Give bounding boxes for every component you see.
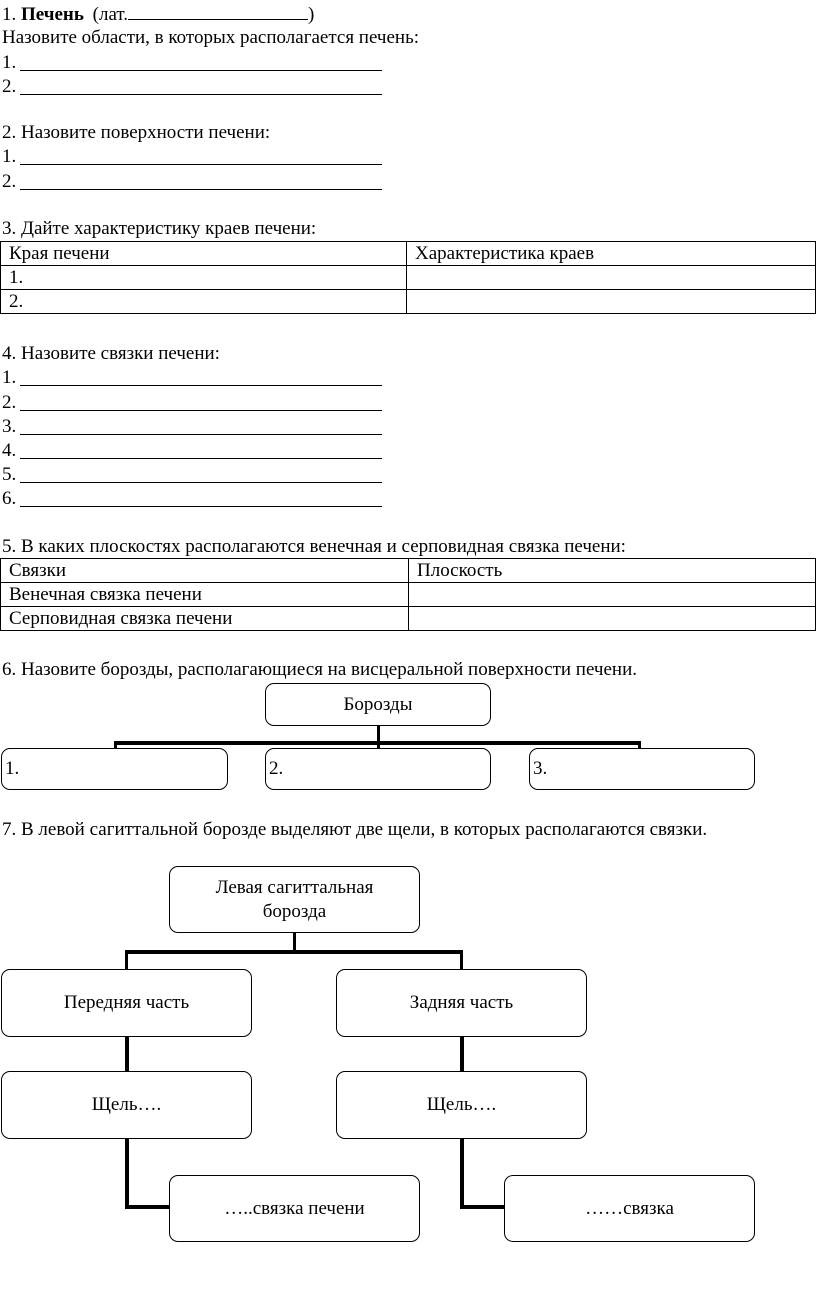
q4-answer-line-5[interactable]	[20, 464, 382, 483]
connector-line	[125, 950, 463, 954]
q1-title: Печень	[21, 4, 84, 25]
ligament-left-label: …..связка печени	[224, 1197, 365, 1219]
q4-answer-line-2[interactable]	[20, 392, 382, 411]
table-header-row	[1, 559, 816, 583]
connector-line	[460, 1138, 464, 1208]
connector-line	[293, 932, 296, 952]
q3-table	[0, 241, 816, 314]
q3-prompt: 3. Дайте характеристику краев печени:	[2, 218, 317, 239]
connector-line	[125, 1138, 129, 1208]
connector-line	[377, 741, 380, 748]
left-sagittal-groove-line-1: Левая сагиттальная	[215, 876, 374, 898]
q6-prompt: 6. Назовите борозды, располагающиеся на висцеральной поверхности печени.	[2, 659, 637, 680]
table-header-cell: Плоскость	[409, 559, 816, 583]
q5-prompt: 5. В каких плоскостях располагаются венечная и серповидная связка печени:	[2, 536, 626, 557]
table-cell: Венечная связка печени	[1, 583, 409, 607]
q1-number: 1.	[2, 4, 17, 25]
connector-line	[638, 741, 641, 748]
connector-line	[460, 950, 463, 970]
q4-item-2-label: 2.	[2, 392, 17, 413]
q4-answer-line-3[interactable]	[20, 416, 382, 435]
groove-answer-label-2: 2.	[269, 758, 284, 779]
groove-answer-label-3: 3.	[533, 758, 548, 779]
q1-answer-line-2[interactable]	[20, 76, 382, 95]
q1-prompt: Назовите области, в которых располагается печень:	[2, 27, 420, 48]
q4-answer-line-1[interactable]	[20, 367, 382, 386]
q4-answer-line-4[interactable]	[20, 440, 382, 459]
back-part-label: Задняя часть	[409, 992, 514, 1013]
table-answer-cell[interactable]	[407, 290, 816, 314]
q4-prompt: 4. Назовите связки печени:	[2, 343, 220, 364]
connector-line	[460, 1205, 504, 1209]
connector-line	[125, 950, 128, 970]
q1-lat-label: (лат.	[92, 4, 129, 25]
q4-item-1-label: 1.	[2, 367, 17, 388]
q4-item-4-label: 4.	[2, 440, 17, 461]
q2-prompt: 2. Назовите поверхности печени:	[2, 122, 271, 143]
front-part-label: Передняя часть	[63, 992, 190, 1013]
groove-answer-box-3[interactable]	[529, 748, 755, 790]
ligament-right-label: ……связка	[585, 1197, 674, 1219]
table-row	[1, 607, 816, 631]
ligament-left-box[interactable]	[169, 1175, 420, 1242]
groove-answer-label-1: 1.	[5, 758, 20, 779]
grooves-root-label: Борозды	[343, 693, 413, 715]
q2-answer-line-1[interactable]	[20, 146, 382, 165]
back-part-box	[336, 969, 587, 1037]
table-header-cell: Характеристика краев	[407, 242, 816, 266]
left-sagittal-groove-box	[169, 866, 420, 933]
grooves-root-box	[265, 683, 491, 726]
q4-item-5-label: 5.	[2, 464, 17, 485]
q1-lat-close: )	[308, 4, 315, 25]
table-answer-cell[interactable]	[409, 583, 816, 607]
q1-item-2-label: 2.	[2, 76, 17, 97]
table-row	[1, 290, 816, 314]
front-part-box	[1, 969, 252, 1037]
connector-line	[114, 741, 117, 748]
table-header-cell: Связки	[1, 559, 409, 583]
table-cell: 1.	[1, 266, 407, 290]
q2-item-2-label: 2.	[2, 171, 17, 192]
q1-heading	[2, 3, 314, 26]
table-cell: 2.	[1, 290, 407, 314]
table-header-row	[1, 242, 816, 266]
groove-answer-box-1[interactable]	[1, 748, 228, 790]
groove-answer-box-2[interactable]	[265, 748, 491, 790]
q1-lat-blank[interactable]	[128, 3, 308, 20]
table-row	[1, 266, 816, 290]
q2-item-1-label: 1.	[2, 146, 17, 167]
q5-table	[0, 558, 816, 631]
connector-line	[125, 1205, 170, 1209]
slit-right-box[interactable]	[336, 1071, 587, 1139]
table-answer-cell[interactable]	[409, 607, 816, 631]
q2-answer-line-2[interactable]	[20, 171, 382, 190]
q1-item-1-label: 1.	[2, 52, 17, 73]
slit-right-label: Щель….	[426, 1094, 497, 1115]
slit-left-label: Щель….	[91, 1094, 162, 1115]
ligament-right-box[interactable]	[504, 1175, 755, 1242]
table-row	[1, 583, 816, 607]
q7-prompt: 7. В левой сагиттальной борозде выделяют две щели, в которых располагаются связки.	[2, 819, 708, 840]
left-sagittal-groove-line-2: борозда	[262, 900, 327, 922]
table-header-cell: Края печени	[1, 242, 407, 266]
slit-left-box[interactable]	[1, 1071, 252, 1139]
connector-line	[125, 1036, 129, 1072]
q4-answer-line-6[interactable]	[20, 488, 382, 507]
connector-line	[460, 1036, 464, 1072]
q4-item-6-label: 6.	[2, 488, 17, 509]
table-cell: Серповидная связка печени	[1, 607, 409, 631]
q4-item-3-label: 3.	[2, 416, 17, 437]
table-answer-cell[interactable]	[407, 266, 816, 290]
q1-answer-line-1[interactable]	[20, 52, 382, 71]
